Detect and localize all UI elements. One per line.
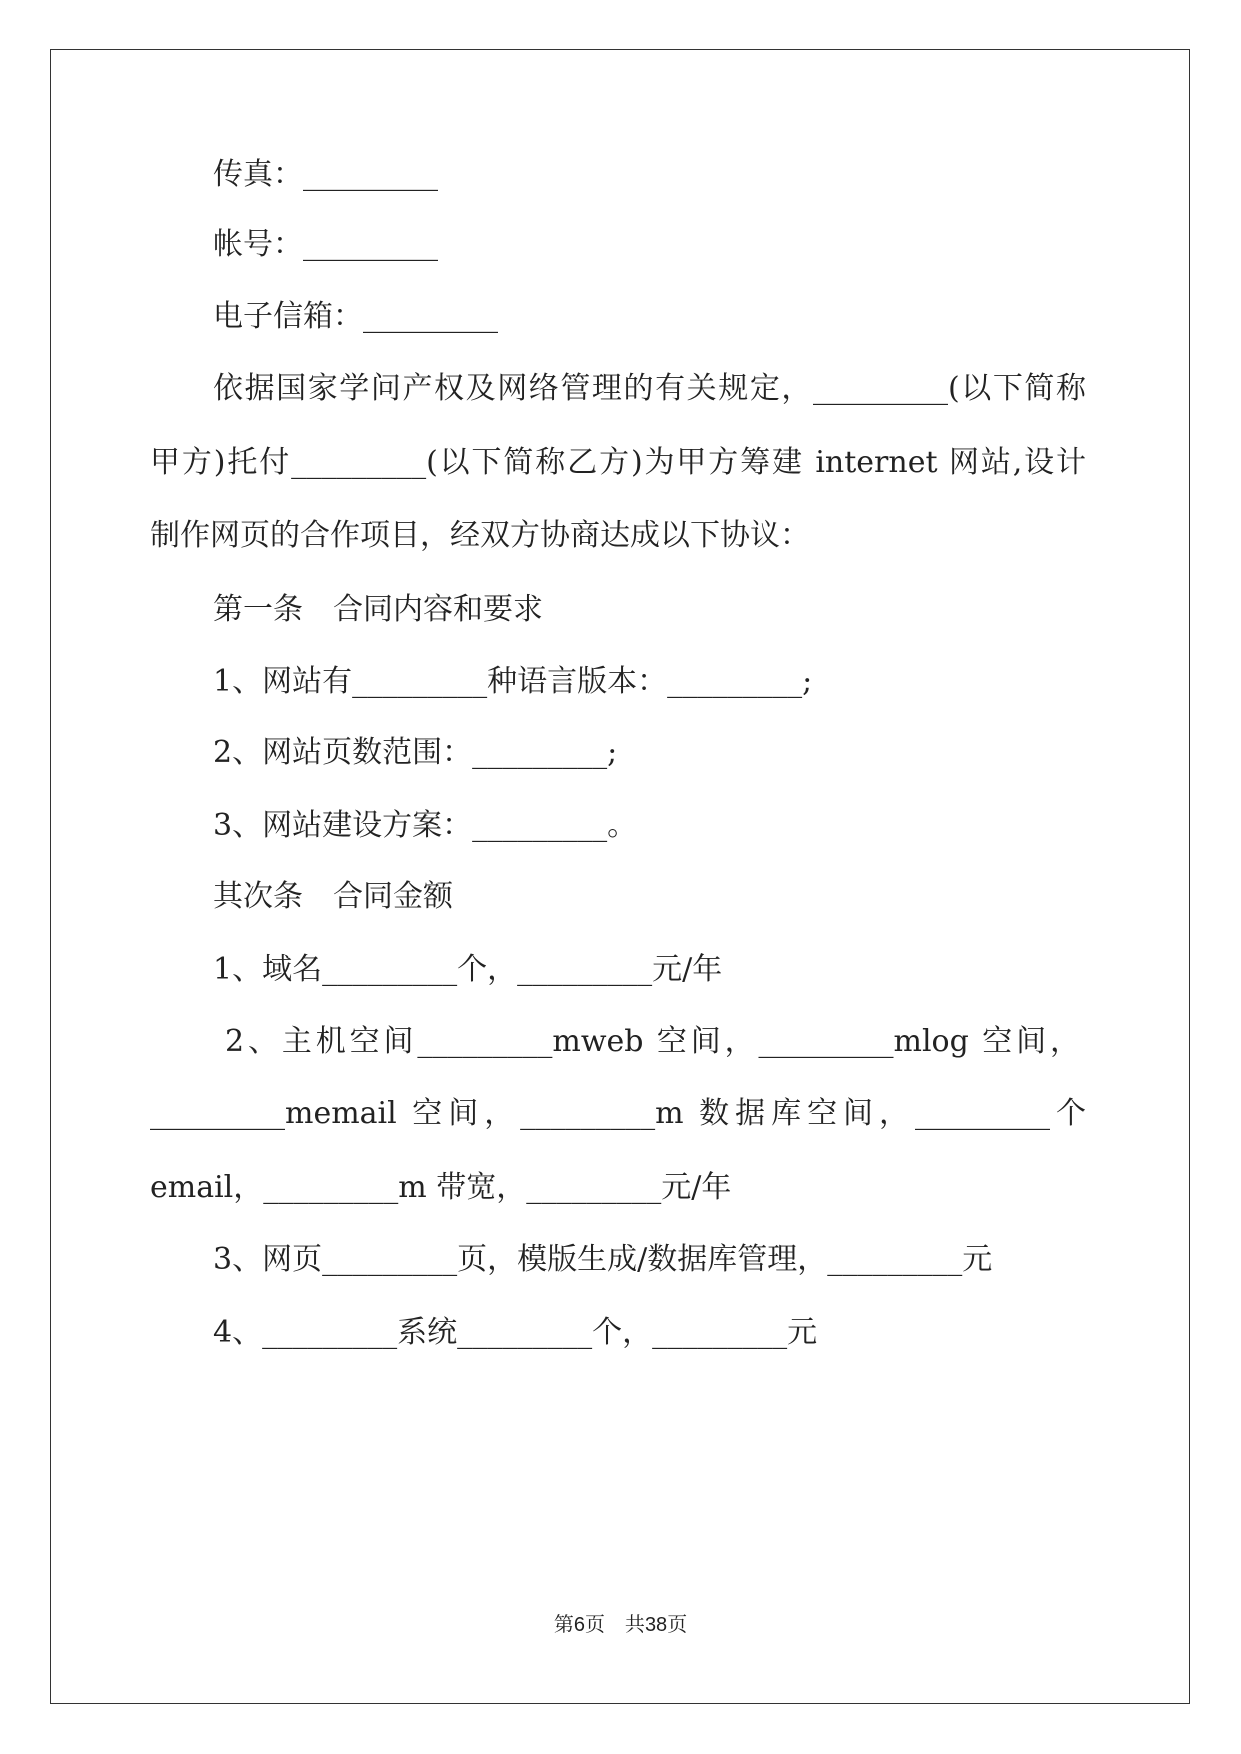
intro-paragraph-line-3: 制作网页的合作项目，经双方协商达成以下协议： [150,518,810,553]
page-footer [0,1608,1241,1637]
article-2-item-2-line-1: 2、主机空间_________mweb 空间，_________mlog 空间， [225,1024,1080,1059]
footer-prefix: 第 [553,1612,574,1636]
article-2-heading: 其次条 合同金额 [213,879,453,914]
email-line: 电子信箱：_________ [213,299,498,334]
footer-mid: 页 共 [584,1612,645,1636]
article-2-item-1: 1、域名_________个，_________元/年 [213,952,723,987]
fax-line: 传真：_________ [213,157,438,192]
article-2-item-2-line-2: _________memail 空间，_________m 数据库空间，_________个 [150,1096,1086,1131]
account-line: 帐号：_________ [213,227,438,262]
article-1-heading: 第一条 合同内容和要求 [213,592,543,627]
article-2-item-2-line-3: email，_________m 带宽，_________元/年 [150,1170,732,1205]
footer-total-pages: 38 [644,1614,668,1636]
article-1-item-2: 2、网站页数范围：_________; [213,735,618,770]
footer-suffix: 页 [667,1612,688,1636]
intro-paragraph-line-1: 依据国家学问产权及网络管理的有关规定，_________(以下简称 [213,371,1086,406]
article-2-item-4: 4、_________系统_________个，_________元 [213,1315,818,1350]
intro-paragraph-line-2: 甲方)托付_________(以下简称乙方)为甲方筹建 internet 网站,设计 [150,445,1086,480]
article-1-item-1: 1、网站有_________种语言版本：_________; [213,664,813,699]
footer-page-number: 6 [573,1614,585,1636]
article-1-item-3: 3、网站建设方案：_________。 [213,808,638,843]
article-2-item-3: 3、网页_________页，模版生成/数据库管理，_________元 [213,1242,993,1277]
